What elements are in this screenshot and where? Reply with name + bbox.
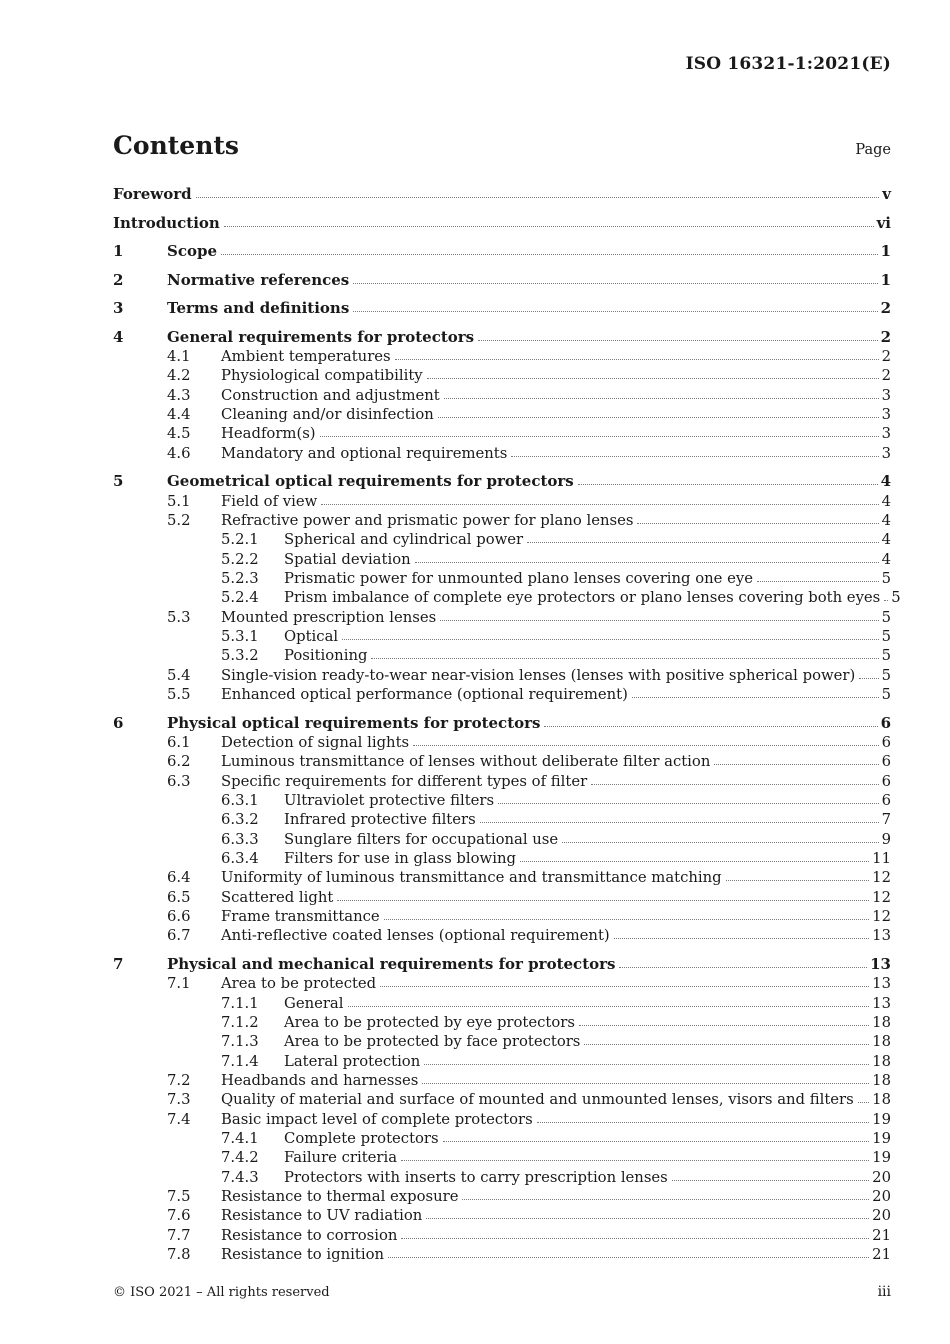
- dot-leader: [380, 986, 869, 987]
- dot-leader: [320, 436, 879, 437]
- toc-entry-title[interactable]: Resistance to thermal exposure: [221, 1188, 459, 1205]
- toc-entry-title[interactable]: Scope: [167, 242, 218, 261]
- dot-leader: [321, 504, 878, 505]
- toc-entry-number: 7.3: [167, 1091, 191, 1109]
- toc-entry[interactable]: [113, 733, 891, 752]
- toc-entry-title[interactable]: Mandatory and optional requirements: [221, 444, 508, 462]
- toc-entry[interactable]: [113, 386, 891, 405]
- dot-leader: [884, 600, 888, 601]
- dot-leader: [424, 1064, 869, 1065]
- toc-entry[interactable]: [113, 772, 891, 791]
- dot-leader: [614, 938, 869, 939]
- toc-entry-title[interactable]: Spatial deviation: [284, 550, 411, 568]
- toc-entry-page[interactable]: 1: [880, 242, 891, 261]
- dot-leader: [520, 861, 869, 862]
- dot-leader: [415, 562, 879, 563]
- toc-entry-title[interactable]: Uniformity of luminous transmittance and transmittance matching: [221, 869, 722, 887]
- toc-entry-page[interactable]: 18: [872, 1033, 891, 1051]
- toc-entry-page[interactable]: 5: [881, 686, 891, 704]
- dot-leader: [427, 378, 879, 379]
- toc-entry-title[interactable]: Specific requirements for different types of filter: [221, 772, 588, 790]
- toc-entry-page[interactable]: 20: [872, 1188, 891, 1205]
- toc-entry[interactable]: [113, 424, 891, 443]
- dot-leader: [401, 1238, 869, 1239]
- toc-entry-title[interactable]: Ambient temperatures: [221, 348, 391, 365]
- toc-entry[interactable]: [113, 791, 891, 810]
- toc-entry-title[interactable]: Frame transmittance: [221, 908, 380, 925]
- dot-leader: [395, 359, 879, 360]
- toc-entry[interactable]: [113, 1226, 891, 1245]
- dot-leader: [413, 745, 878, 746]
- toc-entry-number: 4.4: [167, 406, 191, 424]
- toc-entry[interactable]: [113, 714, 891, 733]
- toc-entry-page[interactable]: 11: [872, 849, 891, 867]
- toc-entry-page[interactable]: 2: [880, 299, 891, 318]
- toc-entry-page[interactable]: 21: [872, 1226, 891, 1244]
- toc-entry[interactable]: [113, 926, 891, 945]
- toc-entry[interactable]: [113, 444, 891, 463]
- dot-leader: [462, 1199, 869, 1200]
- toc-entry-number: 6.4: [167, 869, 191, 887]
- toc-entry-title[interactable]: Headbands and harnesses: [221, 1071, 419, 1089]
- toc-entry-number: 6.3.3: [221, 830, 259, 848]
- toc-entry-number: 3: [113, 299, 124, 318]
- dot-leader: [511, 456, 878, 457]
- toc-entry-title[interactable]: General: [284, 994, 344, 1012]
- toc-entry-title[interactable]: Cleaning and/or disinfection: [221, 406, 434, 424]
- toc-entry-page[interactable]: 20: [872, 1207, 891, 1225]
- toc-entry[interactable]: [113, 588, 901, 607]
- toc-entry[interactable]: [113, 242, 891, 261]
- toc-entry-title[interactable]: Scattered light: [221, 888, 334, 906]
- toc-entry-title[interactable]: Complete protectors: [284, 1129, 439, 1147]
- toc-entry[interactable]: [113, 849, 891, 868]
- toc-entry-title[interactable]: Prism imbalance of complete eye protectors or plano lenses covering both eyes: [284, 589, 881, 607]
- toc-entry-title[interactable]: Headform(s): [221, 425, 316, 443]
- dot-leader: [562, 842, 878, 843]
- toc-entry[interactable]: [113, 627, 891, 646]
- toc-entry-title[interactable]: Physical optical requirements for protectors: [167, 713, 541, 732]
- dot-leader: [637, 523, 878, 524]
- toc-entry[interactable]: [113, 511, 891, 530]
- toc-entry-number: 7.4.2: [221, 1149, 259, 1167]
- toc-entry[interactable]: [113, 1168, 891, 1187]
- toc-entry-title[interactable]: General requirements for protectors: [167, 327, 475, 346]
- toc-entry-page[interactable]: 6: [881, 772, 891, 790]
- toc-entry-number: 5.5: [167, 686, 191, 704]
- toc-entry-page[interactable]: 6: [880, 713, 891, 732]
- toc-entry-title[interactable]: Resistance to UV radiation: [221, 1207, 423, 1225]
- toc-entry-number: 7.7: [167, 1226, 191, 1244]
- toc-entry[interactable]: [113, 1187, 891, 1206]
- toc-entry-number: 6.3: [167, 772, 191, 790]
- toc-entry-page[interactable]: 18: [872, 1013, 891, 1031]
- toc-entry[interactable]: [113, 472, 891, 491]
- toc-entry-page[interactable]: 3: [881, 444, 891, 462]
- page-number: iii: [877, 1284, 891, 1300]
- dot-leader: [544, 726, 877, 727]
- dot-leader: [348, 1006, 870, 1007]
- dot-leader: [353, 283, 877, 284]
- toc-entry[interactable]: [113, 666, 891, 685]
- toc-entry-title[interactable]: Single-vision ready-to-wear near-vision lenses (lenses with positive spherical power): [221, 666, 856, 684]
- toc-entry[interactable]: [113, 646, 891, 665]
- toc-entry[interactable]: [113, 550, 891, 569]
- toc-entry[interactable]: [113, 530, 891, 549]
- toc-entry-page[interactable]: vi: [876, 213, 891, 232]
- toc-entry[interactable]: [113, 1129, 891, 1148]
- toc-entry-number: 7.1.2: [221, 1013, 259, 1031]
- dot-leader: [498, 803, 878, 804]
- dot-leader: [196, 197, 880, 198]
- toc-entry-number: 6.3.2: [221, 811, 259, 829]
- dot-leader: [384, 919, 869, 920]
- toc-entry-title[interactable]: Ultraviolet protective filters: [284, 791, 495, 809]
- dot-leader: [221, 254, 878, 255]
- toc-entry-page[interactable]: 13: [872, 975, 891, 993]
- toc-entry[interactable]: [113, 271, 891, 290]
- toc-entry[interactable]: [113, 907, 891, 926]
- toc-entry-page[interactable]: 5: [881, 647, 891, 665]
- toc-entry-page[interactable]: 5: [881, 666, 891, 684]
- document-id: ISO 16321-1:2021(E): [685, 54, 891, 74]
- toc-entry-number: 6.7: [167, 927, 191, 945]
- toc-entry-page[interactable]: 19: [872, 1129, 891, 1147]
- toc-entry[interactable]: [113, 1090, 891, 1109]
- toc-entry-title[interactable]: Filters for use in glass blowing: [284, 849, 516, 867]
- toc-entry-page[interactable]: 5: [881, 628, 891, 645]
- dot-leader: [422, 1083, 869, 1084]
- toc-entry[interactable]: [113, 974, 891, 993]
- toc-entry-page[interactable]: 4: [881, 531, 891, 549]
- toc-entry-number: 7.8: [167, 1246, 191, 1264]
- toc-entry-number: 5.3.2: [221, 647, 259, 665]
- dot-leader: [591, 784, 878, 785]
- toc-entry-page[interactable]: 5: [881, 569, 891, 587]
- dot-leader: [714, 764, 878, 765]
- toc-entry-title[interactable]: Resistance to corrosion: [221, 1226, 398, 1244]
- toc-entry-title[interactable]: Field of view: [221, 492, 318, 510]
- dot-leader: [478, 340, 877, 341]
- toc-entry[interactable]: [113, 1071, 891, 1090]
- toc-entry-title[interactable]: Quality of material and surface of mounted and unmounted lenses, visors and filters: [221, 1091, 854, 1109]
- toc-entry-number: 7.2: [167, 1071, 191, 1089]
- copyright-notice: © ISO 2021 – All rights reserved: [113, 1285, 330, 1300]
- toc-entry-page[interactable]: 13: [870, 954, 891, 973]
- toc-entry-number: 7.1: [167, 975, 191, 993]
- toc-entry-page[interactable]: 3: [881, 386, 891, 404]
- toc-entry-number: 6.6: [167, 908, 191, 925]
- toc-entry-number: 5.2.3: [221, 569, 259, 587]
- dot-leader: [537, 1122, 869, 1123]
- toc-entry-title[interactable]: Optical: [284, 628, 339, 645]
- dot-leader: [443, 1141, 870, 1142]
- toc-entry[interactable]: [113, 569, 891, 588]
- toc-entry-page[interactable]: 20: [872, 1168, 891, 1186]
- toc-entry[interactable]: [113, 888, 891, 907]
- table-of-contents: [113, 185, 901, 1264]
- toc-entry[interactable]: [113, 1245, 891, 1264]
- toc-entry-number: 5.2: [167, 511, 191, 529]
- toc-entry-number: 5.2.1: [221, 531, 259, 549]
- dot-leader: [480, 822, 879, 823]
- toc-entry-number: 7.4.3: [221, 1168, 259, 1186]
- toc-entry-title[interactable]: Physical and mechanical requirements for protectors: [167, 954, 616, 973]
- toc-entry[interactable]: [113, 214, 891, 233]
- toc-entry[interactable]: [113, 1013, 891, 1032]
- toc-entry-title[interactable]: Sunglare filters for occupational use: [284, 830, 559, 848]
- toc-entry[interactable]: [113, 347, 891, 366]
- dot-leader: [353, 311, 877, 312]
- toc-entry-title[interactable]: Mounted prescription lenses: [221, 608, 437, 626]
- toc-entry[interactable]: [113, 405, 891, 424]
- toc-entry[interactable]: [113, 994, 891, 1013]
- toc-entry-page[interactable]: 9: [881, 830, 891, 848]
- toc-entry-number: 6.5: [167, 888, 191, 906]
- toc-entry-number: 6.3.1: [221, 791, 259, 809]
- toc-entry-title[interactable]: Anti-reflective coated lenses (optional requirement): [221, 927, 610, 945]
- toc-entry-title[interactable]: Geometrical optical requirements for protectors: [167, 472, 574, 491]
- toc-entry-title[interactable]: Terms and definitions: [167, 299, 350, 318]
- toc-entry-page[interactable]: 19: [872, 1149, 891, 1167]
- toc-entry-title[interactable]: Lateral protection: [284, 1052, 421, 1070]
- toc-entry-number: 4.2: [167, 367, 191, 385]
- toc-entry-title[interactable]: Enhanced optical performance (optional requirement): [221, 686, 628, 704]
- contents-title: Contents: [113, 131, 240, 160]
- dot-leader: [584, 1044, 869, 1045]
- toc-entry-title[interactable]: Construction and adjustment: [221, 386, 440, 404]
- toc-entry-page[interactable]: 4: [881, 492, 891, 510]
- toc-entry-number: 5.2.4: [221, 589, 259, 607]
- toc-entry-number: 7.4: [167, 1110, 191, 1128]
- toc-entry-page[interactable]: 12: [872, 888, 891, 906]
- toc-entry-number: 6.3.4: [221, 849, 259, 867]
- toc-entry[interactable]: [113, 1032, 891, 1051]
- dot-leader: [672, 1180, 869, 1181]
- toc-entry-title[interactable]: Area to be protected by face protectors: [284, 1033, 581, 1051]
- toc-entry[interactable]: [113, 366, 891, 385]
- toc-entry-number: 5.4: [167, 666, 191, 684]
- toc-entry-number: 5.3.1: [221, 628, 259, 645]
- toc-entry-number: 2: [113, 270, 124, 289]
- toc-entry-page[interactable]: 12: [872, 908, 891, 925]
- toc-entry-number: 7.1.4: [221, 1052, 259, 1070]
- toc-entry-number: 7: [113, 954, 124, 973]
- toc-entry-page[interactable]: 13: [872, 927, 891, 945]
- dot-leader: [440, 620, 878, 621]
- dot-leader: [527, 542, 878, 543]
- toc-entry[interactable]: [113, 830, 891, 849]
- toc-entry-page[interactable]: 13: [872, 994, 891, 1012]
- toc-entry[interactable]: [113, 955, 891, 974]
- toc-entry-title[interactable]: Infrared protective filters: [284, 811, 476, 829]
- toc-entry-number: 7.5: [167, 1188, 191, 1205]
- toc-entry-title[interactable]: Failure criteria: [284, 1149, 398, 1167]
- toc-entry-title[interactable]: Spherical and cylindrical power: [284, 531, 524, 549]
- dot-leader: [401, 1160, 869, 1161]
- dot-leader: [578, 484, 878, 485]
- toc-entry-page[interactable]: 6: [881, 753, 891, 771]
- toc-entry-page[interactable]: 3: [881, 406, 891, 424]
- toc-entry-number: 5.3: [167, 608, 191, 626]
- toc-entry-title[interactable]: Detection of signal lights: [221, 733, 410, 751]
- toc-entry[interactable]: [113, 1148, 891, 1167]
- toc-entry-title[interactable]: Basic impact level of complete protectors: [221, 1110, 533, 1128]
- toc-entry-page[interactable]: 2: [881, 348, 891, 365]
- toc-entry[interactable]: [113, 685, 891, 704]
- toc-entry-number: 4.1: [167, 348, 191, 365]
- toc-entry-page[interactable]: 21: [872, 1246, 891, 1264]
- toc-entry-number: 5.2.2: [221, 550, 259, 568]
- toc-entry[interactable]: [113, 810, 891, 829]
- toc-entry-number: 7.1.3: [221, 1033, 259, 1051]
- toc-entry-page[interactable]: 4: [881, 511, 891, 529]
- dot-leader: [371, 658, 878, 659]
- dot-leader: [438, 417, 879, 418]
- toc-entry-title[interactable]: Area to be protected: [221, 975, 377, 993]
- toc-entry[interactable]: [113, 608, 891, 627]
- toc-entry-page[interactable]: 7: [881, 811, 891, 829]
- dot-leader: [757, 581, 879, 582]
- dot-leader: [388, 1257, 869, 1258]
- toc-entry[interactable]: [113, 328, 891, 347]
- toc-entry-page[interactable]: 4: [880, 472, 891, 491]
- toc-entry-title[interactable]: Physiological compatibility: [221, 367, 423, 385]
- dot-leader: [726, 880, 869, 881]
- toc-entry-page[interactable]: 2: [880, 327, 891, 346]
- toc-entry[interactable]: [113, 868, 891, 887]
- toc-entry-title[interactable]: Normative references: [167, 270, 350, 289]
- toc-entry-number: 6.2: [167, 753, 191, 771]
- toc-entry-page[interactable]: 19: [872, 1110, 891, 1128]
- toc-entry-page[interactable]: 5: [891, 589, 901, 607]
- toc-entry-page[interactable]: 2: [881, 367, 891, 385]
- toc-entry-number: 7.6: [167, 1207, 191, 1225]
- dot-leader: [337, 900, 869, 901]
- dot-leader: [859, 678, 878, 679]
- page-column-label: Page: [855, 142, 891, 158]
- toc-entry[interactable]: [113, 1110, 891, 1129]
- dot-leader: [342, 639, 878, 640]
- toc-entry[interactable]: [113, 299, 891, 318]
- toc-entry-number: 5.1: [167, 492, 191, 510]
- toc-entry-number: 7.4.1: [221, 1129, 259, 1147]
- toc-entry-page[interactable]: 3: [881, 425, 891, 443]
- dot-leader: [426, 1218, 869, 1219]
- toc-entry-number: 5: [113, 472, 124, 491]
- toc-entry-page[interactable]: 12: [872, 869, 891, 887]
- toc-entry[interactable]: [113, 752, 891, 771]
- toc-entry-title[interactable]: Refractive power and prismatic power for plano lenses: [221, 511, 634, 529]
- toc-entry-page[interactable]: 18: [872, 1071, 891, 1089]
- toc-entry-title[interactable]: Resistance to ignition: [221, 1246, 385, 1264]
- toc-entry-page[interactable]: 1: [880, 270, 891, 289]
- toc-entry-title[interactable]: Area to be protected by eye protectors: [284, 1013, 575, 1031]
- toc-entry-number: 4.6: [167, 444, 191, 462]
- dot-leader: [224, 226, 874, 227]
- toc-entry-title[interactable]: Positioning: [284, 647, 368, 665]
- toc-entry-title[interactable]: Prismatic power for unmounted plano lenses covering one eye: [284, 569, 753, 587]
- toc-entry-page[interactable]: 18: [872, 1091, 891, 1109]
- toc-entry-number: 6: [113, 713, 124, 732]
- toc-entry-number: 4: [113, 327, 124, 346]
- toc-entry-page[interactable]: 5: [881, 608, 891, 626]
- toc-entry-number: 4.5: [167, 425, 191, 443]
- toc-entry-page[interactable]: 4: [881, 550, 891, 568]
- dot-leader: [444, 398, 879, 399]
- toc-entry-title[interactable]: Protectors with inserts to carry prescription lenses: [284, 1168, 668, 1186]
- toc-entry-number: 4.3: [167, 386, 191, 404]
- toc-entry-page[interactable]: 6: [881, 733, 891, 751]
- toc-entry-number: 1: [113, 242, 124, 261]
- toc-entry-title[interactable]: Introduction: [113, 213, 220, 232]
- toc-entry-page[interactable]: v: [882, 185, 891, 203]
- toc-entry-title[interactable]: Foreword: [113, 185, 192, 203]
- toc-entry-number: 7.1.1: [221, 994, 259, 1012]
- toc-entry[interactable]: [113, 185, 891, 204]
- toc-entry[interactable]: [113, 1206, 891, 1225]
- toc-entry-number: 6.1: [167, 733, 191, 751]
- toc-entry[interactable]: [113, 1052, 891, 1071]
- dot-leader: [579, 1025, 869, 1026]
- dot-leader: [632, 697, 879, 698]
- toc-entry[interactable]: [113, 492, 891, 511]
- toc-entry-page[interactable]: 18: [872, 1052, 891, 1070]
- toc-entry-title[interactable]: Luminous transmittance of lenses without deliberate filter action: [221, 753, 711, 771]
- dot-leader: [858, 1102, 869, 1103]
- toc-entry-page[interactable]: 6: [881, 791, 891, 809]
- dot-leader: [619, 967, 867, 968]
